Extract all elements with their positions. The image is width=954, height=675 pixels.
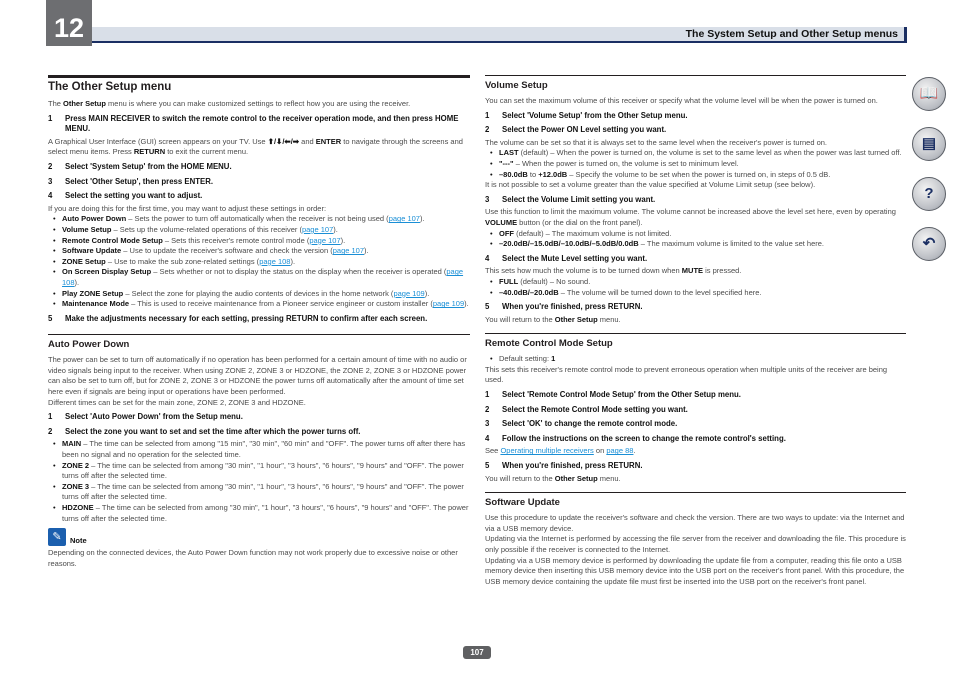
mute-level-item: • FULL (default) – No sound. bbox=[485, 277, 906, 288]
power-on-level-item: • "---" – When the power is turned on, the volume is set to minimum level. bbox=[485, 159, 906, 170]
step-2: 2 Select 'System Setup' from the HOME MENU. bbox=[48, 161, 232, 171]
note-header bbox=[48, 528, 470, 546]
step-3: 3 Select 'Other Setup', then press ENTER. bbox=[48, 176, 213, 186]
rc-see-text: See Operating multiple receivers on page 88. bbox=[485, 446, 636, 456]
settings-item: • Maintenance Mode – This is used to receive maintenance from a Pioneer service engineer or custom installer (page 109). bbox=[48, 299, 470, 310]
power-on-level-list bbox=[485, 148, 906, 180]
power-on-level-item: • –80.0dB to +12.0dB – Specify the volume to be set when the power is turned on, in steps of 0.5 dB. bbox=[485, 170, 906, 181]
rc-step-3: 3 Select 'OK' to change the remote control mode. bbox=[485, 419, 678, 429]
zone-item: • MAIN – The time can be selected from among "15 min", "30 min", "60 min" and "OFF". The power turns off after there has been no signal and no operation for the selected time. bbox=[48, 439, 470, 460]
step-5: 5 Make the adjustments necessary for each setting, pressing RETURN to confirm after each screen. bbox=[48, 313, 428, 323]
apd-paragraph: The power can be set to turn off automatically if no operation has been performed for a certain amount of time with no audio or video signals being input to the receiver. When using ZONE 2, ZONE 3 or HDZONE, the ZONE 2, ZONE 3 or HDZONE power can also be set to turn off, but for ZONE 2, ZONE 3 or HDZONE the power turns off automatically after the amount of time set here even if signals are being input or operations have been performed. bbox=[48, 355, 467, 397]
volume-setup-title: Volume Setup bbox=[485, 75, 906, 92]
section-title: The Other Setup menu bbox=[48, 75, 470, 94]
vol-step-4: 4 Select the Mute Level setting you want. bbox=[485, 253, 648, 263]
note-text: Depending on the connected devices, the Auto Power Down function may not work properly due to excessive noise or other reasons. bbox=[48, 548, 458, 568]
power-on-level-item: • LAST (default) – When the power is turned on, the volume is set to the same level as when the power was last turned off. bbox=[485, 148, 906, 159]
header-bar bbox=[92, 27, 907, 43]
settings-item: • On Screen Display Setup – Sets whether or not to display the status on the display when the receiver is operated (page 108). bbox=[48, 267, 470, 288]
pencil-icon: ✎ bbox=[48, 528, 66, 546]
apd-step-2: 2 Select the zone you want to set and set the time after which the power turns off. bbox=[48, 426, 361, 436]
volume-limit-item: • –20.0dB/–15.0dB/–10.0dB/–5.0dB/0.0dB – The maximum volume is limited to the value set here. bbox=[485, 239, 906, 250]
rc-default-item: • Default setting: 1 bbox=[485, 354, 906, 365]
sw-paragraph-1: Use this procedure to update the receiver's software and check the version. There are two ways to update: via the Internet and via a USB memory device. bbox=[485, 513, 905, 533]
rc-step-5: 5 When you're finished, press RETURN. bbox=[485, 461, 643, 471]
note-label: Note bbox=[70, 535, 87, 545]
rc-step-4: 4 Follow the instructions on the screen to change the remote control's setting. bbox=[485, 433, 786, 443]
page-link[interactable]: page 109 bbox=[393, 288, 425, 298]
header-title: The System Setup and Other Setup menus bbox=[685, 28, 898, 40]
zone-item: • ZONE 2 – The time can be selected from among "30 min", "1 hour", "3 hours", "6 hours", "9 hours" and "OFF". The power turns off after the selected time. bbox=[48, 461, 470, 482]
volume-limit-item: • OFF (default) – The maximum volume is not limited. bbox=[485, 229, 906, 240]
vol-step-2-desc: The volume can be set so that it is always set to the same level when the receiver's power is turned on. bbox=[485, 137, 828, 147]
sw-paragraph-2: Updating via the Internet is performed by accessing the file server from the receiver and downloading the file. This procedure is only possible if the receiver is connected to the Internet. bbox=[485, 534, 906, 554]
step-1-desc: A Graphical User Interface (GUI) screen appears on your TV. Use ⬆/⬇/⬅/➡ and ENTER to navigate through the screens and select menu items. Press RETURN to exit the current menu. bbox=[48, 136, 463, 157]
vol-step-2: 2 Select the Power ON Level setting you want. bbox=[485, 125, 667, 135]
rc-step-1: 1 Select 'Remote Control Mode Setup' from the Other Setup menu. bbox=[485, 390, 741, 400]
left-column bbox=[48, 75, 470, 569]
settings-list bbox=[48, 214, 470, 309]
page-link[interactable]: page 107 bbox=[388, 214, 420, 224]
step-1: 1 Press MAIN RECEIVER to switch the remote control to the receiver operation mode, and then press HOME MENU. bbox=[48, 113, 459, 134]
volume-limit-list bbox=[485, 229, 906, 250]
page-link[interactable]: page 109 bbox=[432, 299, 465, 309]
step-4-desc: If you are doing this for the first time, you may want to adjust these settings in order: bbox=[48, 203, 327, 213]
intro-text: The Other Setup menu is where you can make customized settings to reflect how you are using the receiver. bbox=[48, 99, 411, 108]
rc-desc: This sets this receiver's remote control mode to prevent erroneous operation when multiple units of the receiver are being used. bbox=[485, 364, 888, 385]
book-icon[interactable]: 📖 bbox=[912, 77, 946, 111]
settings-item: • Auto Power Down – Sets the power to turn off automatically when the receiver is not being used (page 107). bbox=[48, 214, 470, 225]
zone-item: • HDZONE – The time can be selected from among "30 min", "1 hour", "3 hours", "6 hours", "9 hours" and "OFF". The power turns off after the selected time. bbox=[48, 503, 470, 524]
vol-return-text: You will return to the Other Setup menu. bbox=[485, 314, 621, 324]
settings-item: • Play ZONE Setup – Select the zone for playing the audio contents of devices in the home network (page 109). bbox=[48, 289, 470, 300]
page-link[interactable]: page 107 bbox=[332, 246, 365, 256]
mute-level-list bbox=[485, 277, 906, 298]
settings-item: • ZONE Setup – Use to make the sub zone-related settings (page 108). bbox=[48, 257, 470, 268]
back-icon[interactable]: ↶ bbox=[912, 227, 946, 261]
vol-step-3: 3 Select the Volume Limit setting you want. bbox=[485, 194, 656, 204]
remote-icon[interactable]: ▤ bbox=[912, 127, 946, 161]
software-update-title: Software Update bbox=[485, 492, 906, 509]
rc-step-2: 2 Select the Remote Control Mode setting you want. bbox=[485, 404, 688, 414]
page-link[interactable]: page 107 bbox=[301, 224, 334, 234]
vol-step-1: 1 Select 'Volume Setup' from the Other Setup menu. bbox=[485, 110, 688, 120]
zone-item: • ZONE 3 – The time can be selected from among "30 min", "1 hour", "3 hours", "6 hours", "9 hours" and "OFF". The power turns off after the selected time. bbox=[48, 482, 470, 503]
settings-item: • Software Update – Use to update the receiver's software and check the version (page 107). bbox=[48, 246, 470, 257]
tools-icon[interactable]: ? bbox=[912, 177, 946, 211]
vol-step-4-desc: This sets how much the volume is to be turned down when MUTE is pressed. bbox=[485, 266, 742, 276]
vol-step-5: 5 When you're finished, press RETURN. bbox=[485, 302, 643, 312]
zones-list bbox=[48, 439, 470, 524]
mute-level-item: • –40.0dB/–20.0dB – The volume will be turned down to the level specified here. bbox=[485, 288, 906, 299]
settings-item: • Volume Setup – Sets up the volume-related operations of this receiver (page 107). bbox=[48, 225, 470, 236]
right-column bbox=[485, 75, 906, 587]
side-nav bbox=[912, 77, 948, 277]
remote-control-mode-title: Remote Control Mode Setup bbox=[485, 333, 906, 350]
rc-return-text: You will return to the Other Setup menu. bbox=[485, 473, 621, 483]
settings-item: • Remote Control Mode Setup – Sets this receiver's remote control mode (page 107). bbox=[48, 236, 470, 247]
rc-default-list bbox=[485, 354, 906, 365]
step-4: 4 Select the setting you want to adjust. bbox=[48, 191, 203, 201]
page-number: 107 bbox=[463, 646, 491, 659]
apd-paragraph-2: Different times can be set for the main zone, ZONE 2, ZONE 3 and HDZONE. bbox=[48, 397, 306, 407]
page-link[interactable]: page 107 bbox=[309, 235, 341, 245]
operating-multiple-receivers-link[interactable]: Operating multiple receivers bbox=[500, 446, 594, 456]
page-link[interactable]: page 88 bbox=[606, 446, 634, 456]
page-link[interactable]: page 108 bbox=[259, 256, 291, 266]
apd-step-1: 1 Select 'Auto Power Down' from the Setup menu. bbox=[48, 412, 243, 422]
vol-step-3-desc: Use this function to limit the maximum volume. The volume cannot be increased above the level set here, even by operating VOLUME button (or the dial on the front panel). bbox=[485, 207, 896, 227]
chapter-number: 12 bbox=[46, 0, 92, 46]
page-link[interactable]: page 108 bbox=[62, 267, 464, 287]
sw-paragraph-3: Updating via a USB memory device is performed by downloading the update file from a computer, reading this file onto a USB memory device then inserting this USB memory device into the USB port on the receiver's front panel. With this procedure, the USB memory device containing the update file must first be inserted into the USB port on the receiver's front panel. bbox=[485, 555, 905, 586]
auto-power-down-title: Auto Power Down bbox=[48, 334, 470, 351]
vol-step-2-note: It is not possible to set a volume greater than the value specified at Volume Limit setup (see below). bbox=[485, 180, 816, 190]
volume-intro: You can set the maximum volume of this receiver or specify what the volume level will be when the power is turned on. bbox=[485, 96, 878, 105]
